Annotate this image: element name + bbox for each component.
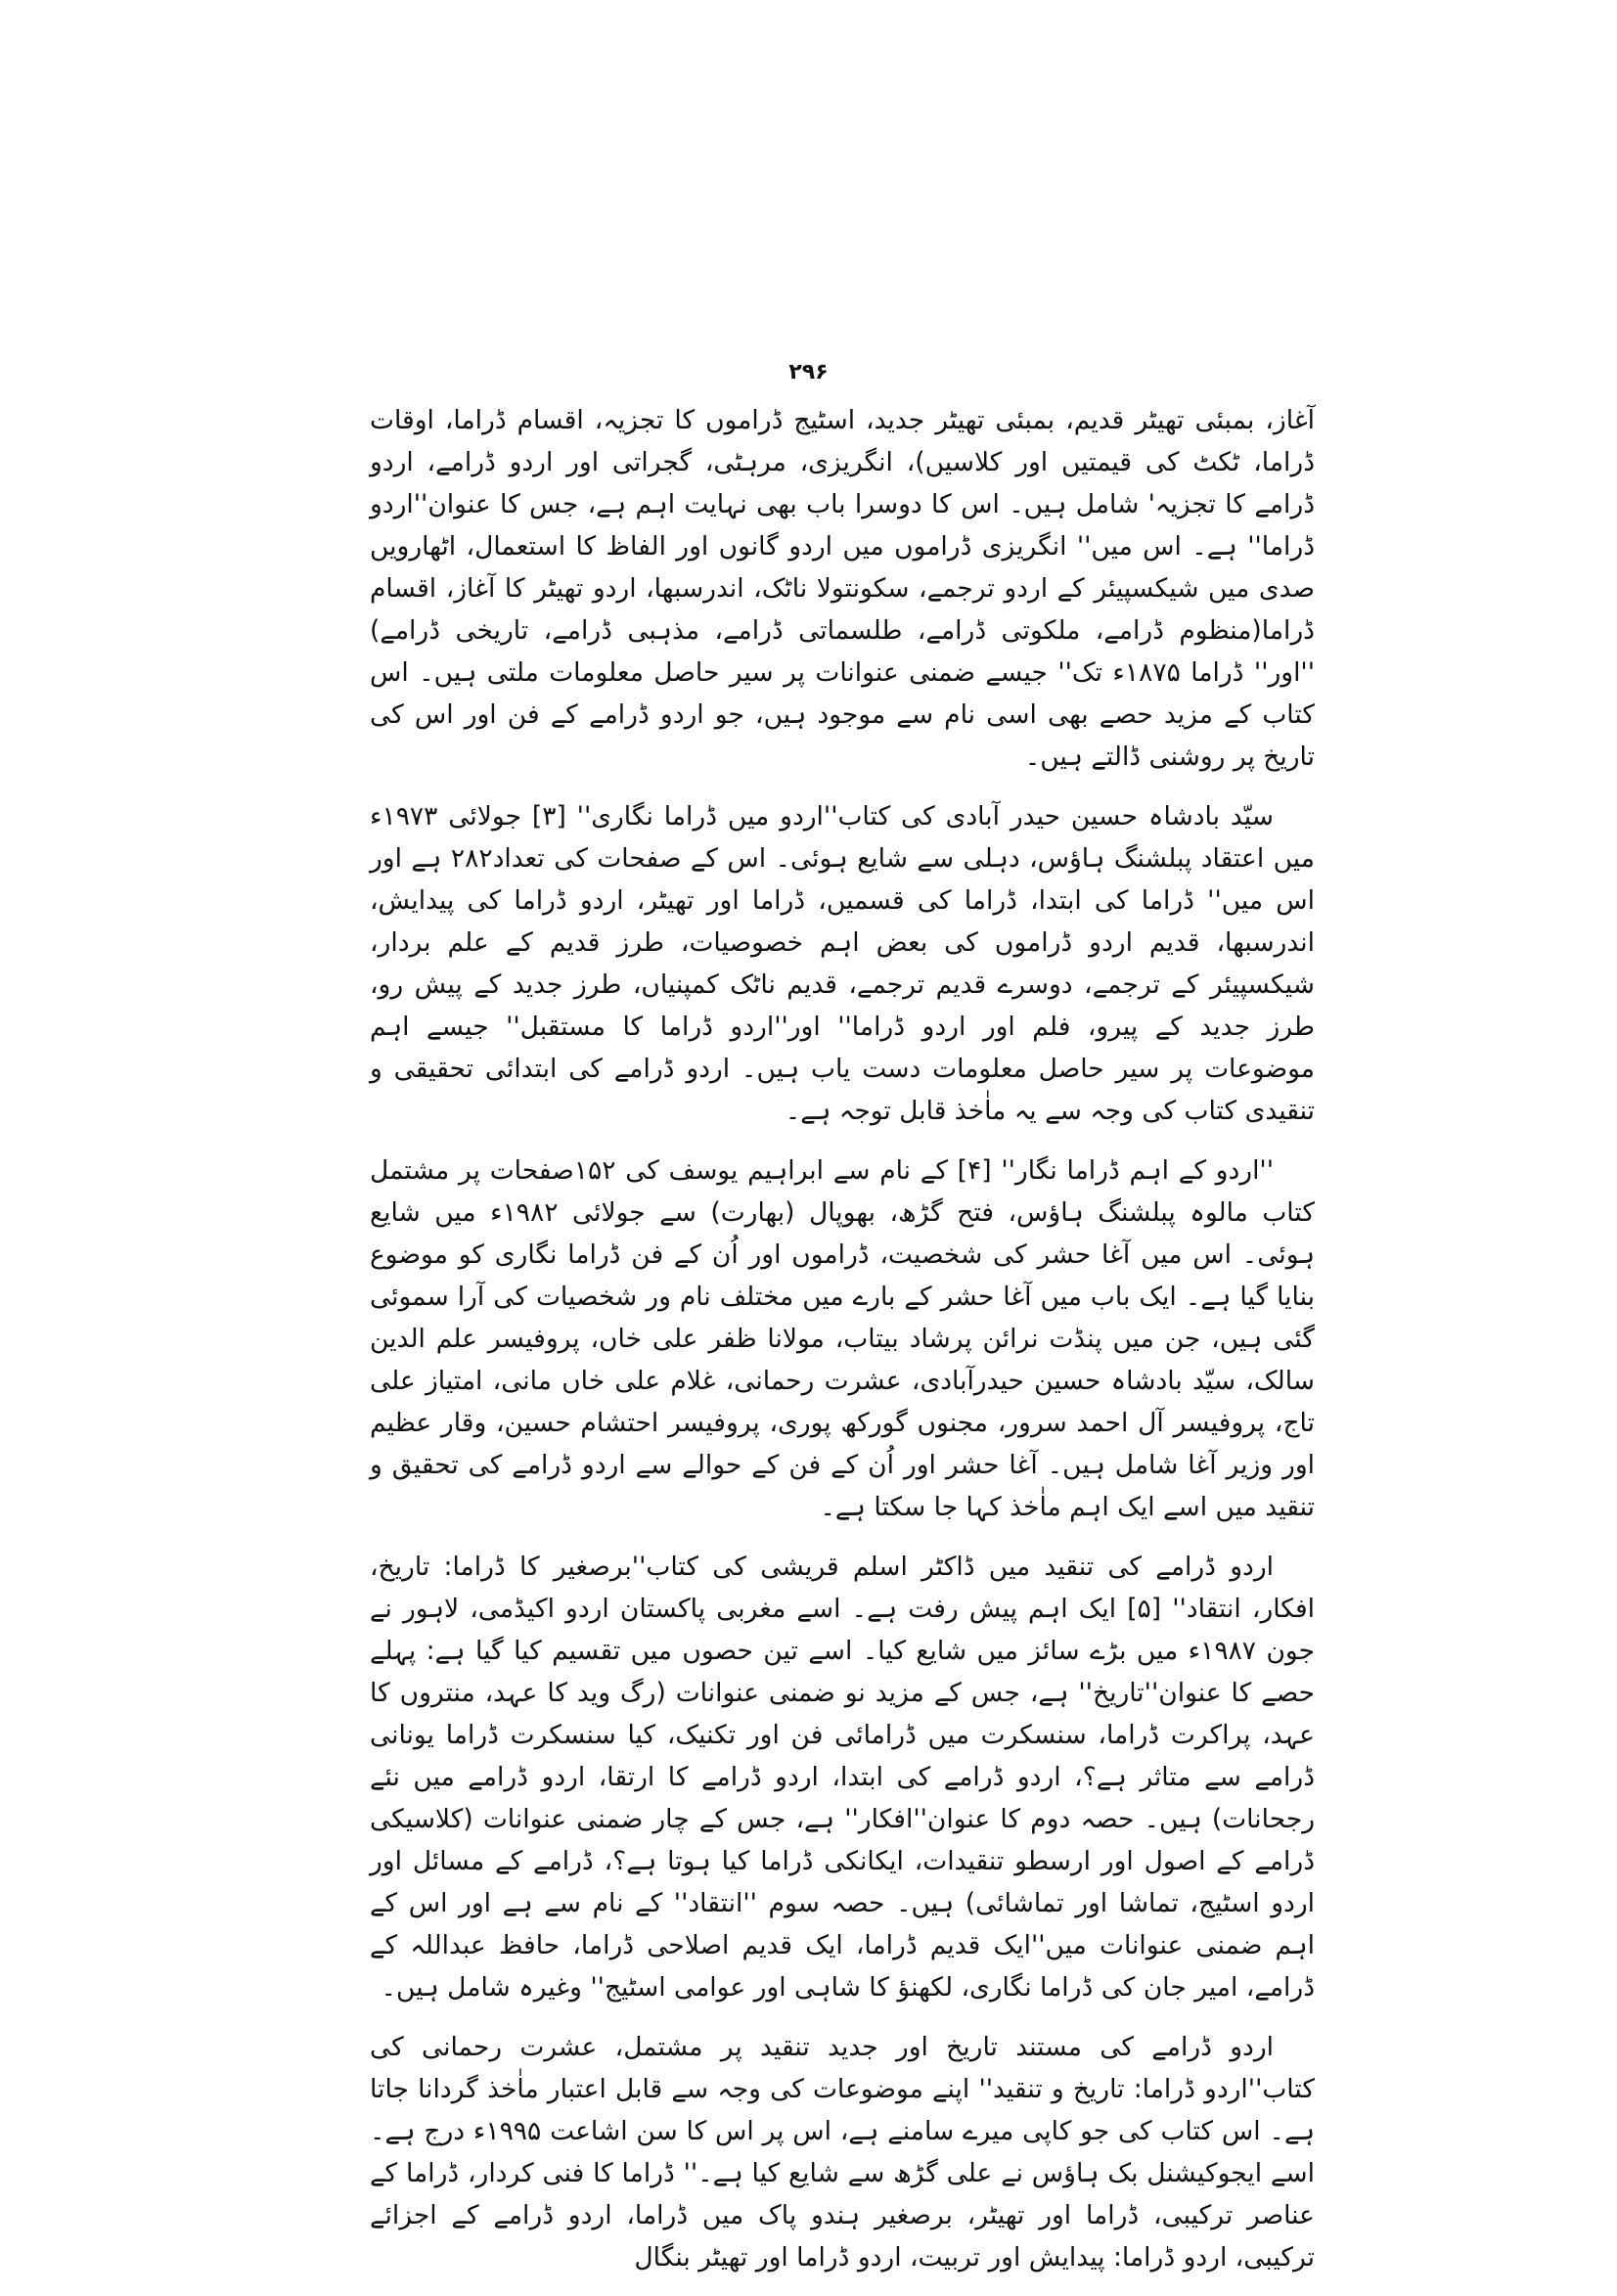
paragraph-aslam-qureshi: اردو ڈرامے کی تنقید میں ڈاکٹر اسلم قریشی کی کتاب''برصغیر کا ڈراما: تاریخ، افکار، انتقاد'' [۵] ایک اہم پیش رفت ہے۔ اسے مغربی پاکستان اردو اکیڈمی، لاہور نے جون ۱۹۸۷ء میں بڑے سائز میں شایع کیا۔ اسے تین حصوں میں تقسیم کیا گیا ہے: پہلے حصے کا عنوان''تاریخ'' ہے، جس کے مزید نو ضمنی عنوانات (رگ وید کا عہد، منتروں کا عہد، پراکرت ڈراما، سنسکرت میں ڈرامائی فن اور تکنیک، کیا سنسکرت ڈراما یونانی ڈرامے سے متاثر ہے؟، اردو ڈرامے کی ابتدا، اردو ڈرامے کا ارتقا، اردو ڈرامے میں نئے رجحانات) ہیں۔ حصہ دوم کا عنوان''افکار'' ہے، جس کے چار ضمنی عنوانات (کلاسیکی ڈرامے کے اصول اور ارسطو تنقیدات، ایکانکی ڈراما کیا ہوتا ہے؟، ڈرامے کے مسائل اور اردو اسٹیج، تماشا اور تماشائی) ہیں۔ حصہ سوم ''انتقاد'' کے نام سے ہے اور اس کے اہم ضمنی عنوانات میں''ایک قدیم ڈراما، ایک قدیم اصلاحی ڈراما، حافظ عبداللہ کے ڈرامے، امیر جان کی ڈراما نگاری، لکھنؤ کا شاہی اور عوامی اسٹیج'' وغیرہ شامل ہیں۔ (370, 1552, 1315, 2003)
paragraph-badshah-husain: سیّد بادشاہ حسین حیدر آبادی کی کتاب''اردو میں ڈراما نگاری'' [۳] جولائی ۱۹۷۳ء میں اعتقاد پبلشنگ ہاؤس، دہلی سے شایع ہوئی۔ اس کے صفحات کی تعداد۲۸۲ ہے اور اس میں'' ڈراما کی ابتدا، ڈراما کی قسمیں، ڈراما اور تھیٹر، اردو ڈراما کی پیدایش، اندرسبھا، قدیم اردو ڈراموں کی بعض اہم خصوصیات، طرز قدیم کے علم بردار، شیکسپیئر کے ترجمے، دوسرے قدیم ترجمے، قدیم ناٹک کمپنیاں، طرز جدید کے پیش رو، طرز جدید کے پیرو، فلم اور اردو ڈراما'' اور''اردو ڈراما کا مستقبل'' جیسے اہم موضوعات پر سیر حاصل معلومات دست یاب ہیں۔ اردو ڈرامے کی ابتدائی تحقیقی و تنقیدی کتاب کی وجہ سے یہ ماٰخذ قابل توجہ ہے۔ (370, 801, 1316, 1126)
paragraph-ibrahim-yusuf: ''اردو کے اہم ڈراما نگار'' [۴] کے نام سے ابراہیم یوسف کی ۱۵۲صفحات پر مشتمل کتاب مالوہ پبلشنگ ہاؤس، فتح گڑھ، بھوپال (بھارت) سے جولائی ۱۹۸۲ء میں شایع ہوئی۔ اس میں آغا حشر کی شخصیت، ڈراموں اور اُن کے فن ڈراما نگاری کو موضوع بنایا گیا ہے۔ ایک باب میں آغا حشر کے بارے میں مختلف نام ور شخصیات کی آرا سموئی گئی ہیں، جن میں پنڈت نرائن پرشاد بیتاب، مولانا ظفر علی خاں، پروفیسر علم الدین سالک، سیّد بادشاہ حسین حیدرآبادی، عشرت رحمانی، غلام علی خاں مانی، امتیاز علی تاج، پروفیسر آل احمد سرور، مجنوں گورکھ پوری، پروفیسر احتشام حسین، وقار عظیم اور وزیر آغا شامل ہیں۔ آغا حشر اور اُن کے فن کے حوالے سے اردو ڈرامے کی تحقیق و تنقید میں اسے ایک اہم ماٰخذ کہا جا سکتا ہے۔ (370, 1155, 1315, 1522)
paragraph-continued: آغاز، بمبئی تھیٹر قدیم، بمبئی تھیٹر جدید، اسٹیج ڈراموں کا تجزیہ، اقسام ڈراما، اوقات ڈراما، ٹکٹ کی قیمتیں اور کلاسیں)، انگریزی، مرہٹی، گجراتی اور اردو ڈرامے، اردو ڈرامے کا تجزیہ' شامل ہیں۔ اس کا دوسرا باب بھی نہایت اہم ہے، جس کا عنوان''اردو ڈراما'' ہے۔ اس میں'' انگریزی ڈراموں میں اردو گانوں اور الفاظ کا استعمال، اٹھارویں صدی میں شیکسپیئر کے اردو ترجمے، سکونتولا ناٹک، اندرسبھا، اردو تھیٹر کا آغاز، اقسام ڈراما(منظوم ڈرامے، ملکوتی ڈرامے، طلسماتی ڈرامے، مذہبی ڈرامے، تاریخی ڈرامے) ''اور'' ڈراما ۱۸۷۵ء تک'' جیسے ضمنی عنوانات پر سیر حاصل معلومات ملتی ہیں۔ اس کتاب کے مزید حصے بھی اسی نام سے موجود ہیں، جو اردو ڈرامے کے فن اور اس کی تاریخ پر روشنی ڈالتے ہیں۔ (370, 405, 1315, 772)
page-number: ۲۹۶ (788, 360, 829, 384)
page-body (370, 399, 1315, 2296)
paragraph-ishrat-rahmani: اردو ڈرامے کی مستند تاریخ اور جدید تنقید پر مشتمل، عشرت رحمانی کی کتاب''اردو ڈراما: تاریخ و تنقید'' اپنے موضوعات کی وجہ سے قابل اعتبار ماٰخذ گردانا جاتا ہے۔ اس کتاب کی جو کاپی میرے سامنے ہے، اس پر اس کا سن اشاعت ۱۹۹۵ء درج ہے۔ اسے ایجوکیشنل بک ہاؤس نے علی گڑھ سے شایع کیا ہے۔'' ڈراما کا فنی کردار، ڈراما کے عناصر ترکیبی، ڈراما اور تھیٹر، برصغیر ہندو پاک میں ڈراما، اردو ڈرامے کے اجزائے ترکیبی، اردو ڈراما: پیدایش اور تربیت، اردو ڈراما اور تھیٹر بنگال (370, 2032, 1315, 2273)
